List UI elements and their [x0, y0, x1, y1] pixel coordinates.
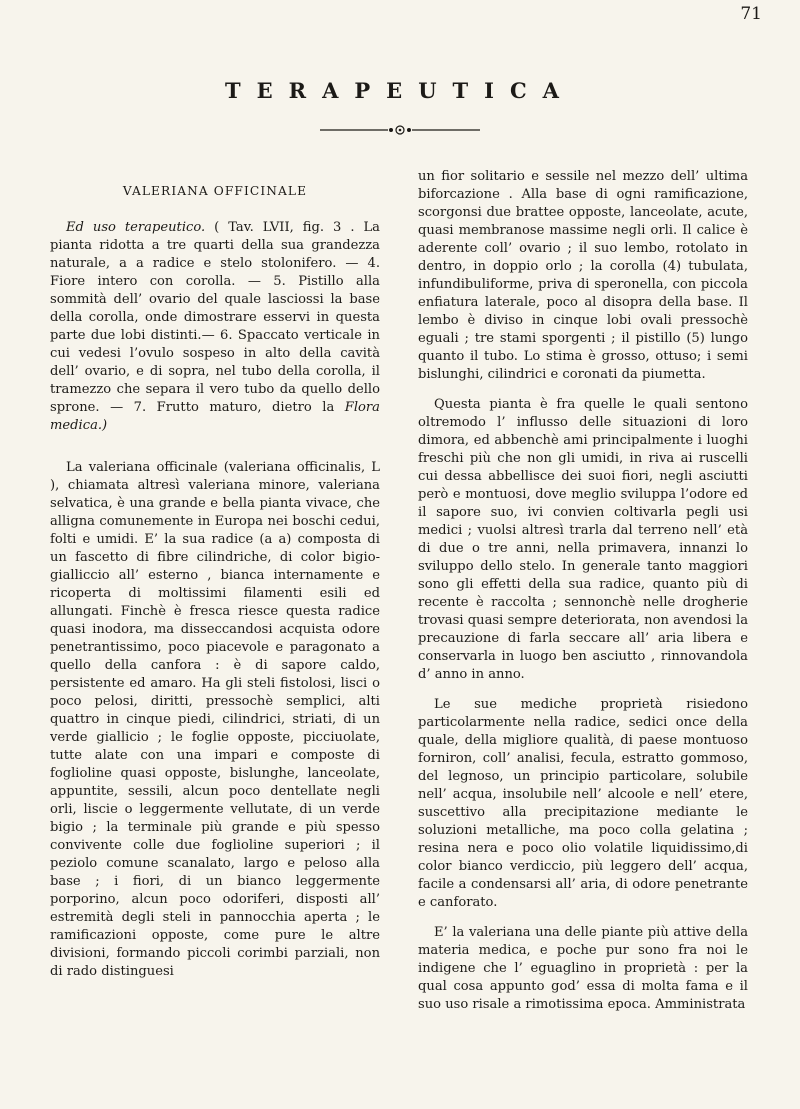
running-head: TERAPEUTICA [225, 78, 575, 103]
caption-source: Flora medica.) [50, 400, 380, 433]
body-paragraph: Questa pianta è fra quelle le quali sentono oltremodo l’ influsso delle situazioni di loro dimora, ed abbenchè ami principalmente i luoghi freschi più che non gli umidi, in riva ai ruscelli cui dessa abbellisce dei suoi fiori, negli asciutti però e montuosi, dove meglio sviluppa l’odore ed il sapore suo, ivi convien coltivarla pegli usi medici ; vuolsi altresì trarla dal terreno nell’ età di due o tre anni, nella primavera, innanzi lo sviluppo dello stelo. In generale tanto maggiori sono gli effetti della sua radice, quanto più di recente è raccolta ; sennonchè nelle drogherie trovasi quasi sempre deteriorata, non avendosi la precauzione di farla seccare all’ aria libera e conservarla in luogo ben asciutto , rinnovandola d’ anno in anno. [418, 397, 748, 682]
ornament-icon [300, 122, 500, 138]
section-title: VALERIANA OFFICINALE [122, 184, 308, 198]
right-column [418, 168, 748, 1014]
body-paragraph: La valeriana officinale (valeriana officinalis, L ), chiamata altresì valeriana minore, valeriana selvatica, è una grande e bella pianta vivace, che alligna comunemente in Europa nei boschi cedui, folti e umidi. E’ la sua radice (a a) composta di un fascetto di fibre cilindriche, di color bigio-gialliccio all’ esterno , bianca internamente e ricoperta di moltissimi filamenti esili ed allungati. Finchè è fresca riesce questa radice quasi inodora, ma disseccandosi acquista odore penetrantissimo, poco piacevole e paragonato a quello della canfora : è di sapore caldo, persistente ed amaro. Ha gli steli fistolosi, lisci o poco pelosi, diritti, pressochè semplici, alti quattro in cinque piedi, cilindrici, striati, di un verde giallicio ; le foglie opposte, picciuolate, tutte alate con una impari e composte di foglioline quasi opposte, bislunghe, lanceolate, appuntite, sessili, alcun poco dentellate negli orli, liscie o leggermente vellutate, di un verde bigio ; la terminale più grande e più spesso convivente colle due foglioline superiori ; il peziolo comune scanalato, largo e peloso alla base ; i fiori, di un bianco leggermente porporino, alcun poco odoriferi, disposti all’ estremità degli steli in pannocchia aperta ; le ramificazioni opposte, come pure le altre divisioni, formando piccoli corimbi parziali, non di rado distinguesi [50, 460, 380, 979]
body-paragraph: un fior solitario e sessile nel mezzo dell’ ultima biforcazione . Alla base di ogni ramificazione, scorgonsi due brattee opposte, lanceolate, acute, quasi membranose massime negli orli. Il calice è aderente coll’ ovario ; il suo lembo, rotolato in dentro, in doppio orlo ; la corolla (4) tubulata, infundibuliforme, priva di speronella, con piccola enfiatura laterale, poco al disopra della base. Il lembo è diviso in cinque lobi ovali pressochè eguali ; tre stami sporgenti ; il pistillo (5) lungo quanto il tubo. Lo stima è grosso, ottuso; i semi bislunghi, cilindrici e coronati da piumetta. [418, 169, 748, 382]
caption-text: La pianta ridotta a tre quarti della sua grandezza naturale, a a radice e stelo stolonifero. — 4. Fiore intero con corolla. — 5. Pistillo alla sommità dell’ ovario del quale lasciossi la base della corolla, onde dimostrare esservi in questa parte due lobi distinti.— 6. Spaccato verticale in cui vedesi l’ovulo sospeso in alto della cavità dell’ ovario, e di sopra, nel tubo della corolla, il tramezzo che separa il vero tubo da quello dello sprone. — 7. Frutto maturo, dietro la [50, 220, 380, 415]
caption-intro: Ed uso terapeutico. [66, 220, 206, 235]
body-paragraph: Le sue mediche proprietà risiedono particolarmente nella radice, sedici once della quale, della migliore qualità, di paese montuoso forniron, coll’ analisi, fecula, estratto gommoso, del legnoso, un principio particolare, solubile nell’ acqua, insolubile nell’ alcoole e nell’ etere, suscettivo alla precipitazione mediante le soluzioni metalliche, ma poco colla gelatina ; resina nera e poco olio volatile liquidissimo,di color bianco verdiccio, più leggero dell’ acqua, facile a condensarsi all’ aria, di odore penetrante e canforato. [418, 697, 748, 910]
figure-caption [50, 219, 380, 435]
page-number: 71 [740, 4, 762, 24]
body-paragraph: E’ la valeriana una delle piante più attive della materia medica, e poche pur sono fra noi le indigene che l’ eguaglino in proprietà : per la qual cosa appunto god’ essa di molta fama e il suo uso risale a rimotissima epoca. Amministrata [418, 925, 748, 1012]
left-column [50, 182, 380, 981]
caption-fig-ref: ( Tav. LVII, fig. 3 . [214, 220, 355, 235]
